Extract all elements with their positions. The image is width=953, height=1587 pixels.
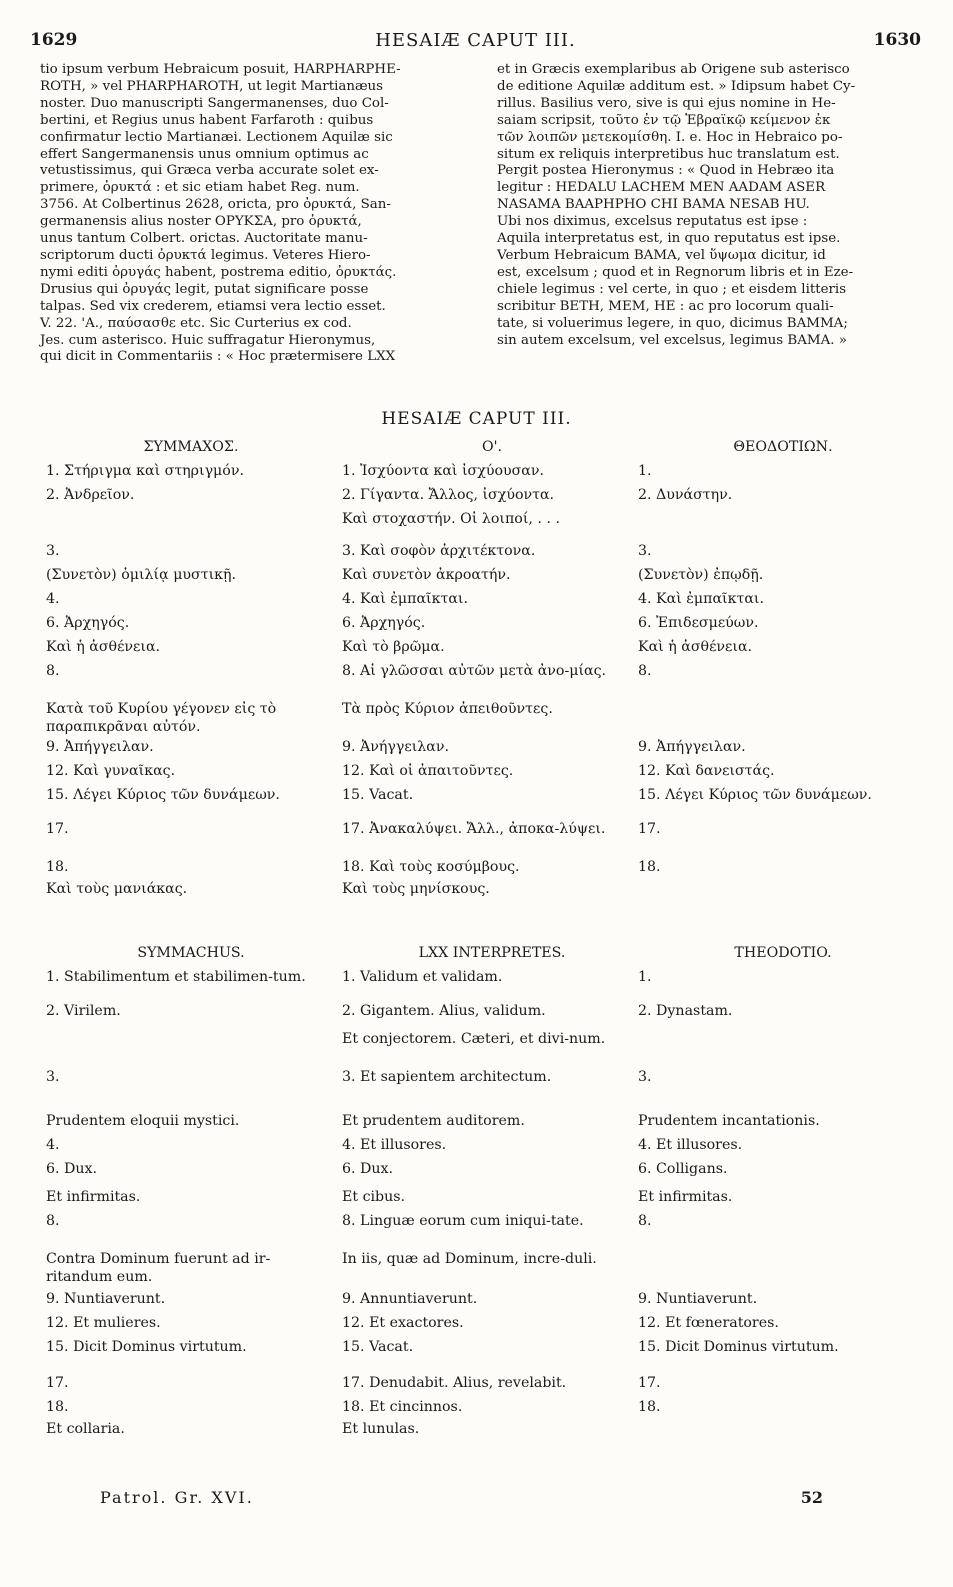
table-cell: 9. Ἀπήγγειλαν. xyxy=(638,739,746,755)
commentary-line: est, excelsum ; quod et in Regnorum libris et in Eze- xyxy=(497,264,854,280)
table-cell: 15. Vacat. xyxy=(342,787,414,803)
table-cell: 17. Ἀνακαλύψει. Ἄλλ., ἀποκα-λύψει. xyxy=(342,821,606,837)
table-cell: 4. xyxy=(46,1137,60,1153)
commentary-line: NASAMA BAAPHPHO CHI BAMA NESAB HU. xyxy=(497,197,810,213)
footer-signature: Patrol. Gr. XVI. xyxy=(100,1488,254,1507)
table-cell: 15. Dicit Dominus virtutum. xyxy=(46,1339,247,1355)
table-cell: 6. Ἀρχηγός. xyxy=(342,615,426,631)
commentary-line: scriptorum ducti ὀρυκτά legimus. Veteres Hiero- xyxy=(40,247,371,263)
table-cell: 17. Denudabit. Alius, revelabit. xyxy=(342,1375,567,1391)
table-cell: 9. Ἀπήγγειλαν. xyxy=(46,739,154,755)
table-cell: 4. Et illusores. xyxy=(638,1137,743,1153)
table-row xyxy=(40,1112,920,1136)
table-row xyxy=(40,566,920,590)
table-cell: 8. xyxy=(46,1213,60,1229)
commentary-line: germanensis alius noster ΟΡΥΚΣΑ, pro ὀρυκτά, xyxy=(40,214,362,230)
table-row xyxy=(40,968,920,1002)
table-cell: 2. Dynastam. xyxy=(638,1003,733,1019)
table-row xyxy=(40,1314,920,1338)
table-cell: Τὰ πρὸς Κύριον ἀπειθοῦντες. xyxy=(342,701,553,717)
commentary-line: sin autem excelsum, vel excelsus, legimus BAMA. » xyxy=(497,332,847,348)
table-header-row xyxy=(40,438,920,462)
table-row xyxy=(40,1160,920,1188)
table-cell: 2. Δυνάστην. xyxy=(638,487,733,503)
table-cell: 9. Nuntiaverunt. xyxy=(638,1291,758,1307)
commentary-line: et in Græcis exemplaribus ab Origene sub asterisco xyxy=(497,62,850,77)
table-cell: 4. Καὶ ἐμπαῖκται. xyxy=(638,591,764,607)
commentary-line: Verbum Hebraicum BAMA, vel ὕψωμα dicitur, id xyxy=(497,247,826,263)
table-row xyxy=(40,614,920,638)
table-cell: 6. Colligans. xyxy=(638,1161,728,1177)
table-cell: 3. xyxy=(638,543,652,559)
table-cell: 18. xyxy=(638,1399,661,1415)
greek-versions-table xyxy=(40,438,920,902)
table-row xyxy=(40,762,920,786)
commentary-line: V. 22. 'Α., παύσασθε etc. Sic Curterius ex cod. xyxy=(40,315,352,331)
commentary-line: Drusius qui ὀρυγάς legit, putat significare posse xyxy=(40,281,369,297)
table-cell: Et cibus. xyxy=(342,1189,406,1205)
table-cell: 9. Ἀνήγγειλαν. xyxy=(342,739,449,755)
table-cell: 1. xyxy=(638,969,652,985)
table-cell: Κατὰ τοῦ Κυρίου γέγονεν εἰς τὸ παραπικρᾶναι αὐτόν. xyxy=(46,701,277,735)
table-row xyxy=(40,1250,920,1290)
table-cell: In iis, quæ ad Dominum, incre-duli. xyxy=(342,1251,597,1267)
table-row xyxy=(40,1002,920,1030)
column-header: THEODOTIO. xyxy=(734,945,832,961)
table-cell: 9. Annuntiaverunt. xyxy=(342,1291,478,1307)
commentary-line: saiam scripsit, τοῦτο ἐν τῷ Ἑβραϊκῷ κείμενον ἐκ xyxy=(497,112,831,128)
commentary-line: scribitur BETH, MEM, HE : ac pro locorum quali- xyxy=(497,298,834,314)
table-cell: 18. xyxy=(46,1399,69,1415)
table-cell: 15. Vacat. xyxy=(342,1339,414,1355)
table-cell: Contra Dominum fuerunt ad ir-ritandum eum. xyxy=(46,1251,271,1285)
table-cell: 18. Καὶ τοὺς κοσύμβους. xyxy=(342,859,520,875)
commentary-columns xyxy=(40,62,920,366)
table-cell: Prudentem incantationis. xyxy=(638,1113,820,1129)
table-cell: 17. xyxy=(46,821,69,837)
table-cell: 12. Καὶ γυναῖκας. xyxy=(46,763,176,779)
table-cell: 8. xyxy=(46,663,60,679)
commentary-right-column xyxy=(497,62,920,366)
table-cell: Et lunulas. xyxy=(342,1421,420,1437)
table-cell: 12. Et exactores. xyxy=(342,1315,464,1331)
page-number-left: 1629 xyxy=(30,30,78,50)
table-row xyxy=(40,858,920,880)
table-cell: 18. Et cincinnos. xyxy=(342,1399,463,1415)
table-cell: (Συνετὸν) ὁμιλίᾳ μυστικῇ. xyxy=(46,567,237,583)
table-row xyxy=(40,510,920,542)
table-cell: 4. Καὶ ἐμπαῖκται. xyxy=(342,591,468,607)
table-row xyxy=(40,590,920,614)
column-header: SYMMACHUS. xyxy=(137,945,245,961)
table-cell: Et prudentem auditorem. xyxy=(342,1113,525,1129)
table-cell: 18. xyxy=(638,859,661,875)
table-cell: 3. xyxy=(46,1069,60,1085)
page-number-right: 1630 xyxy=(873,30,921,50)
table-row xyxy=(40,820,920,858)
table-cell: Καὶ συνετὸν ἀκροατήν. xyxy=(342,567,511,583)
commentary-line: Pergit postea Hieronymus : « Quod in Hebræo ita xyxy=(497,163,835,179)
commentary-line: Aquila interpretatus est, in quo reputatus est ipse. xyxy=(497,231,841,247)
table-cell: 1. Stabilimentum et stabilimen-tum. xyxy=(46,969,306,985)
running-title: HESAIÆ CAPUT III. xyxy=(375,30,576,51)
footer-sheet-number: 52 xyxy=(800,1488,823,1507)
table-row xyxy=(40,700,920,738)
commentary-line: tio ipsum verbum Hebraicum posuit, HARPHARPHE- xyxy=(40,62,401,77)
commentary-line: nymi editi ὀρυγάς habent, postrema editio, ὀρυκτάς. xyxy=(40,264,397,280)
commentary-line: de editione Aquilæ additum est. » Idipsum habet Cy- xyxy=(497,78,856,94)
table-row xyxy=(40,1338,920,1374)
commentary-line: rillus. Basilius vero, sive is qui ejus nomine in He- xyxy=(497,95,836,111)
table-cell: 12. Καὶ οἱ ἀπαιτοῦντες. xyxy=(342,763,514,779)
table-row xyxy=(40,486,920,510)
column-header: Ο'. xyxy=(481,439,503,455)
latin-versions-table xyxy=(40,944,920,1442)
table-cell: Καὶ ἡ ἀσθένεια. xyxy=(46,639,161,655)
table-cell: 6. Ἐπιδεσμεύων. xyxy=(638,615,759,631)
table-cell: 15. Λέγει Κύριος τῶν δυνάμεων. xyxy=(638,787,872,803)
commentary-line: Jes. cum asterisco. Huic suffragatur Hieronymus, xyxy=(40,332,376,348)
table-row xyxy=(40,1398,920,1420)
table-cell: 15. Dicit Dominus virtutum. xyxy=(638,1339,839,1355)
table-cell: Et infirmitas. xyxy=(638,1189,733,1205)
commentary-line: situm ex reliquis interpretibus huc translatum est. xyxy=(497,146,840,162)
table-row xyxy=(40,1068,920,1112)
commentary-line: τῶν λοιπῶν μετεκομίσθη. I. e. Hoc in Hebraico po- xyxy=(497,129,843,145)
table-cell: 6. Dux. xyxy=(342,1161,394,1177)
table-cell: 17. xyxy=(638,1375,661,1391)
table-cell: 1. Validum et validam. xyxy=(342,969,503,985)
table-cell: Et conjectorem. Cæteri, et divi-num. xyxy=(342,1031,606,1047)
commentary-line: ROTH, » vel PHARPHAROTH, ut legit Martianæus xyxy=(40,78,384,94)
table-cell: Καὶ στοχαστήν. Οἱ λοιποί, . . . xyxy=(342,511,560,527)
table-cell: 4. xyxy=(46,591,60,607)
page-header xyxy=(30,30,921,56)
table-cell: 12. Et fœneratores. xyxy=(638,1315,779,1331)
table-cell: Et infirmitas. xyxy=(46,1189,141,1205)
table-row xyxy=(40,1374,920,1398)
table-cell: 12. Et mulieres. xyxy=(46,1315,161,1331)
table-cell: (Συνετὸν) ἐπῳδῇ. xyxy=(638,567,764,583)
table-cell: 18. xyxy=(46,859,69,875)
table-cell: 2. Γίγαντα. Ἄλλος, ἰσχύοντα. xyxy=(342,487,555,503)
table-row xyxy=(40,1030,920,1068)
table-cell: 9. Nuntiaverunt. xyxy=(46,1291,166,1307)
commentary-line: effert Sangermanensis unus omnium optimus ac xyxy=(40,146,369,162)
table-cell: 2. Gigantem. Alius, validum. xyxy=(342,1003,546,1019)
table-cell: Et collaria. xyxy=(46,1421,125,1437)
table-cell: Καὶ τοὺς μηνίσκους. xyxy=(342,881,490,897)
table-cell: 6. Dux. xyxy=(46,1161,98,1177)
table-row xyxy=(40,638,920,662)
table-cell: Καὶ τοὺς μανιάκας. xyxy=(46,881,188,897)
table-row xyxy=(40,1212,920,1250)
table-cell: 2. Virilem. xyxy=(46,1003,121,1019)
table-row xyxy=(40,662,920,700)
commentary-line: vetustissimus, qui Græca verba accurate solet ex- xyxy=(40,163,379,179)
table-cell: 2. Ἀνδρεῖον. xyxy=(46,487,135,503)
table-row xyxy=(40,1188,920,1212)
commentary-line: tate, si voluerimus legere, in quo, dicimus BAMMA; xyxy=(497,315,848,331)
table-cell: Καὶ ἡ ἀσθένεια. xyxy=(638,639,753,655)
commentary-line: primere, ὀρυκτά : et sic etiam habet Reg. num. xyxy=(40,180,360,196)
commentary-line: confirmatur lectio Martianæi. Lectionem Aquilæ sic xyxy=(40,129,393,145)
commentary-line: noster. Duo manuscripti Sangermanenses, duo Col- xyxy=(40,95,389,111)
table-cell: 6. Ἀρχηγός. xyxy=(46,615,130,631)
table-cell: 8. xyxy=(638,663,652,679)
table-cell: 8. xyxy=(638,1213,652,1229)
table-cell: Prudentem eloquii mystici. xyxy=(46,1113,240,1129)
table-cell: 1. Ἰσχύοντα καὶ ἰσχύουσαν. xyxy=(342,463,545,479)
commentary-line: chiele legimus : vel certe, in quo ; et eisdem litteris xyxy=(497,281,847,297)
commentary-line: bertini, et Regius unus habent Farfaroth : quibus xyxy=(40,112,374,128)
column-header: ΣΥΜΜΑΧΟΣ. xyxy=(143,439,239,455)
table-cell: Καὶ τὸ βρῶμα. xyxy=(342,639,445,655)
table-row xyxy=(40,542,920,566)
commentary-line: qui dicit in Commentariis : « Hoc prætermisere LXX xyxy=(40,349,396,365)
table-cell: 3. Et sapientem architectum. xyxy=(342,1069,552,1085)
column-header: LXX INTERPRETES. xyxy=(418,945,566,961)
section-title: HESAIÆ CAPUT III. xyxy=(381,409,572,429)
table-cell: 17. xyxy=(46,1375,69,1391)
table-row xyxy=(40,738,920,762)
table-row xyxy=(40,462,920,486)
table-header-row xyxy=(40,944,920,968)
column-header: ΘΕΟΔΟΤΙΩΝ. xyxy=(733,439,833,455)
table-row xyxy=(40,880,920,902)
table-cell: 4. Et illusores. xyxy=(342,1137,447,1153)
commentary-left-column xyxy=(40,62,463,366)
table-row xyxy=(40,1420,920,1442)
commentary-line: talpas. Sed vix crederem, etiamsi vera lectio esset. xyxy=(40,298,386,314)
table-cell: 12. Καὶ δανειστάς. xyxy=(638,763,775,779)
table-cell: 8. Linguæ eorum cum iniqui-tate. xyxy=(342,1213,584,1229)
commentary-line: legitur : HEDALU LACHEM MEN AADAM ASER xyxy=(497,180,826,196)
table-cell: 3. Καὶ σοφὸν ἀρχιτέκτονα. xyxy=(342,543,536,559)
table-cell: 3. xyxy=(46,543,60,559)
table-cell: 17. xyxy=(638,821,661,837)
table-row xyxy=(40,1290,920,1314)
table-cell: 1. xyxy=(638,463,652,479)
table-cell: 15. Λέγει Κύριος τῶν δυνάμεων. xyxy=(46,787,280,803)
table-cell: 8. Αἱ γλῶσσαι αὐτῶν μετὰ ἀνο-μίας. xyxy=(342,663,607,679)
table-cell: 1. Στήριγμα καὶ στηριγμόν. xyxy=(46,463,244,479)
table-row xyxy=(40,786,920,820)
commentary-line: 3756. At Colbertinus 2628, oricta, pro ὀρυκτά, San- xyxy=(40,197,391,213)
commentary-line: unus tantum Colbert. orictas. Auctoritate manu- xyxy=(40,231,368,247)
table-cell: 3. xyxy=(638,1069,652,1085)
table-row xyxy=(40,1136,920,1160)
commentary-line: Ubi nos diximus, excelsus reputatus est ipse : xyxy=(497,214,808,230)
